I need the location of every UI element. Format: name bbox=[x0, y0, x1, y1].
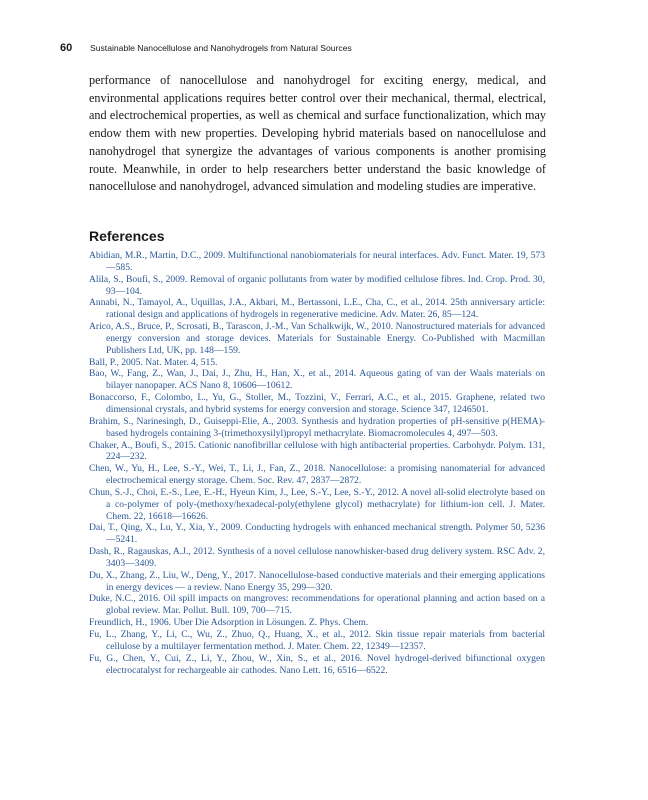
reference-item[interactable]: Chun, S.-J., Choi, E.-S., Lee, E.-H., Hyeun Kim, J., Lee, S.-Y., Lee, S.-Y., 2012. A novel all-solid electrolyte based on a co-polymer of poly-(methoxy/hexadecal-poly(ethylene glycol) methacrylate) for lithium-ion cell. J. Mater. Chem. 22, 16618—16626. bbox=[89, 486, 545, 522]
reference-item[interactable]: Annabi, N., Tamayol, A., Uquillas, J.A., Akbari, M., Bertassoni, L.E., Cha, C., et al., 2014. 25th anniversary article: rational design and applications of hydrogels in regenerative medicine. Adv. Mater. 26, 85—124. bbox=[89, 297, 545, 321]
page-number: 60 bbox=[60, 42, 73, 54]
reference-item[interactable]: Chen, W., Yu, H., Lee, S.-Y., Wei, T., Li, J., Fan, Z., 2018. Nanocellulose: a promising nanomaterial for advanced electrochemical energy storage. Chem. Soc. Rev. 47, 2837—2872. bbox=[89, 463, 545, 487]
book-title: Sustainable Nanocellulose and Nanohydrogels from Natural Sources bbox=[90, 43, 352, 53]
reference-item[interactable]: Bao, W., Fang, Z., Wan, J., Dai, J., Zhu, H., Han, X., et al., 2014. Aqueous gating of van der Waals materials on bilayer nanopaper. ACS Nano 8, 10606—10612. bbox=[89, 368, 545, 392]
running-header bbox=[60, 42, 580, 56]
reference-item[interactable]: Du, X., Zhang, Z., Liu, W., Deng, Y., 2017. Nanocellulose-based conductive materials and their emerging applications in energy devices — a review. Nano Energy 35, 299—320. bbox=[89, 569, 545, 593]
reference-item[interactable]: Chaker, A., Boufi, S., 2015. Cationic nanofibrillar cellulose with high antibacterial properties. Carbohydr. Polym. 131, 224—232. bbox=[89, 439, 545, 463]
reference-item[interactable]: Freundlich, H., 1906. Uber Die Adsorption in Lösungen. Z. Phys. Chem. bbox=[89, 617, 369, 629]
reference-item[interactable]: Fu, L., Zhang, Y., Li, C., Wu, Z., Zhuo, Q., Huang, X., et al., 2012. Skin tissue repair materials from bacterial cellulose by a multilayer fermentation method. J. Mater. Chem. 22, 12349—12357. bbox=[89, 629, 545, 652]
reference-item[interactable]: Duke, N.C., 2016. Oil spill impacts on mangroves: recommendations for operational planning and action based on a global review. Mar. Pollut. Bull. 109, 700—715. bbox=[89, 593, 545, 617]
reference-item[interactable]: Fu, G., Chen, Y., Cui, Z., Li, Y., Zhou, W., Xin, S., et al., 2016. Novel hydrogel-derived bifunctional oxygen electrocatalyst for rechargeable air cathodes. Nano Lett. 16, 6516—6522. bbox=[89, 652, 545, 676]
reference-item[interactable]: Dash, R., Ragauskas, A.J., 2012. Synthesis of a novel cellulose nanowhisker-based drug delivery system. RSC Adv. 2, 3403—3409. bbox=[89, 546, 545, 569]
references-heading: References bbox=[89, 228, 165, 244]
reference-item[interactable]: Ball, P., 2005. Nat. Mater. 4, 515. bbox=[89, 356, 218, 368]
reference-item[interactable]: Brahim, S., Narinesingh, D., Guiseppi-Elie, A., 2003. Synthesis and hydration properties of pH-sensitive p(HEMA)-based hydrogels containing 3-(trimethoxysilyl)propyl methacrylate. Biomacromolecules 4, 497—503. bbox=[89, 415, 545, 439]
body-paragraph: performance of nanocellulose and nanohydrogel for exciting energy, medical, and environmental applications requires better control over their mechanical, thermal, electrical, and electrochemical properties, as well as chemical and surface functionalization, which may endow them with new properties. Developing hybrid materials based on nanocellulose and nanohydrogel that synergize the advantages of various components is another promising route. Meanwhile, in order to help researchers better understand the basic knowledge of nanocellulose and nanohydrogel, advanced simulation and modeling studies are imperative. bbox=[89, 73, 546, 194]
reference-item[interactable]: Dai, T., Qing, X., Lu, Y., Xia, Y., 2009. Conducting hydrogels with enhanced mechanical strength. Polymer 50, 5236—5241. bbox=[89, 522, 545, 546]
reference-item[interactable]: Alila, S., Boufi, S., 2009. Removal of organic pollutants from water by modified cellulose fibres. Ind. Crop. Prod. 30, 93—104. bbox=[89, 273, 545, 297]
reference-item[interactable]: Bonaccorso, F., Colombo, L., Yu, G., Stoller, M., Tozzini, V., Ferrari, A.C., et al., 2015. Graphene, related two dimensional crystals, and hybrid systems for energy conversion and storage. Science 347, 1246501. bbox=[89, 392, 545, 415]
reference-item[interactable]: Abidian, M.R., Martin, D.C., 2009. Multifunctional nanobiomaterials for neural interfaces. Adv. Funct. Mater. 19, 573—585. bbox=[89, 250, 545, 273]
reference-item[interactable]: Arico, A.S., Bruce, P., Scrosati, B., Tarascon, J.-M., Van Schalkwijk, W., 2010. Nanostructured materials for advanced energy conversion and storage devices. Materials for Sustainable Energy. Co-Published with Macmillan Publishers Ltd, UK, pp. 148—159. bbox=[89, 321, 545, 356]
reference-list bbox=[89, 250, 545, 676]
